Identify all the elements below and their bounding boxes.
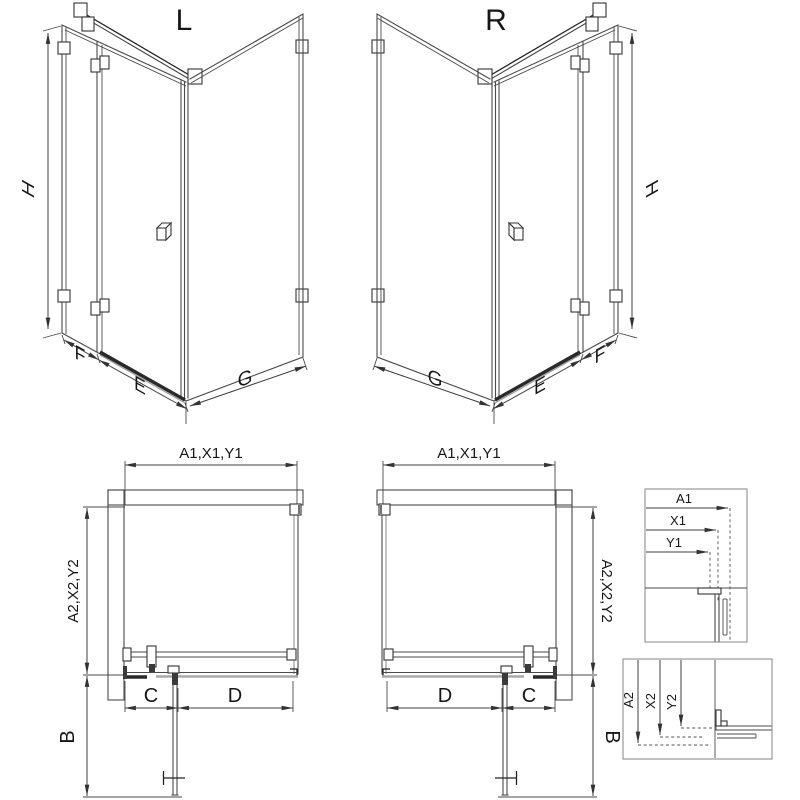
door-swing-dimension xyxy=(83,676,182,797)
dim-label-h: H xyxy=(641,176,661,202)
dim-label-f: F xyxy=(594,341,606,369)
door-handle-knob xyxy=(157,223,171,240)
wall-side xyxy=(108,490,124,700)
detail-dim-x2: X2 xyxy=(643,693,658,709)
dim-label-g: G xyxy=(427,365,443,393)
dim-label-width: A1,X1,Y1 xyxy=(437,445,501,462)
detail-dim-y1: Y1 xyxy=(666,535,682,550)
dim-label-b: B xyxy=(601,730,623,744)
dim-label-b: B xyxy=(57,730,79,744)
dim-label-g: G xyxy=(237,365,253,393)
detail-dim-a1: A1 xyxy=(676,491,692,506)
wall-side xyxy=(556,490,572,700)
plan-left-walls xyxy=(108,490,303,700)
wall-top xyxy=(377,490,572,505)
detail-box-width xyxy=(645,489,747,642)
detail-dim-a2: A2 xyxy=(621,692,636,708)
dim-label-width: A1,X1,Y1 xyxy=(179,445,243,462)
view-label-left: L xyxy=(175,4,193,37)
dim-label-e: E xyxy=(534,371,546,401)
plan-right-walls xyxy=(377,490,572,700)
dim-label-h: H xyxy=(19,176,39,202)
dim-label-f: F xyxy=(74,341,86,369)
wall-brackets xyxy=(58,40,308,302)
side-panel xyxy=(186,14,303,401)
dim-label-e: E xyxy=(134,371,146,401)
door-handle xyxy=(163,771,185,785)
door-hinges xyxy=(91,56,109,315)
dim-label-d: D xyxy=(227,685,243,707)
dim-label-depth: A2,X2,Y2 xyxy=(65,559,82,623)
support-bar xyxy=(123,646,296,673)
detail-dim-x1: X1 xyxy=(670,513,686,528)
dim-label-depth: A2,X2,Y2 xyxy=(598,559,615,623)
dim-label-c: C xyxy=(521,685,537,707)
view-label-right: R xyxy=(485,4,507,37)
plan-right-linework xyxy=(379,461,597,797)
detail-box-depth xyxy=(621,659,772,759)
detail-dim-y2: Y2 xyxy=(664,694,679,710)
plan-depth-dimension xyxy=(83,507,125,675)
wall-top xyxy=(108,490,303,505)
open-door xyxy=(163,684,185,795)
dim-label-d: D xyxy=(437,685,453,707)
plan-left-linework xyxy=(83,461,301,797)
dim-label-c: C xyxy=(143,685,159,707)
plan-width-dimension xyxy=(125,461,297,505)
